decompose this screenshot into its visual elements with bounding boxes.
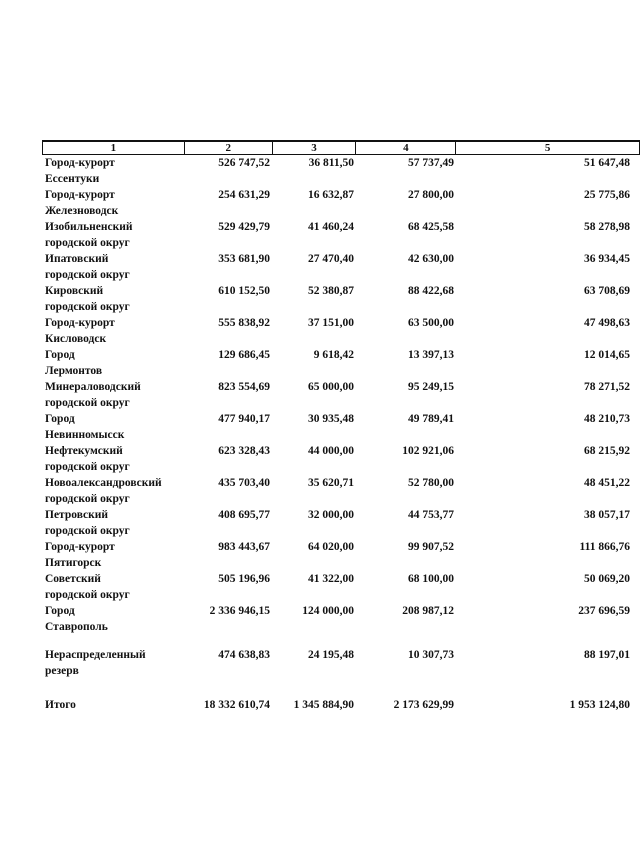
cell-col-2: 474 638,83: [218, 649, 270, 661]
cell-col-5: 1 953 124,80: [569, 699, 630, 711]
row-name-line1: Нераспределенный: [45, 649, 146, 661]
cell-col-5: 237 696,59: [578, 605, 630, 617]
cell-col-4: 27 800,00: [408, 189, 454, 201]
row-name-line2: Железноводск: [45, 205, 119, 217]
cell-col-4: 88 422,68: [408, 285, 454, 297]
header-col-5: 5: [456, 142, 640, 154]
row-name: [42, 411, 184, 443]
cell-col-4: 13 397,13: [408, 349, 454, 361]
row-name-line1: Изобильненский: [45, 221, 133, 233]
row-name-line2: резерв: [45, 665, 79, 677]
cell-col-5: 50 069,20: [584, 573, 630, 585]
cell-col-2: 435 703,40: [218, 477, 270, 489]
cell-col-2: 610 152,50: [218, 285, 270, 297]
cell-col-4: 52 780,00: [408, 477, 454, 489]
row-name-line1: Новоалександровский: [45, 477, 162, 489]
cell-col-2: 254 631,29: [218, 189, 270, 201]
row-name: [42, 507, 184, 539]
row-name-line1: Город-курорт: [45, 189, 115, 201]
cell-col-5: 48 210,73: [584, 413, 630, 425]
cell-col-3: 36 811,50: [308, 157, 354, 169]
row-name-line1: Кировский: [45, 285, 104, 297]
row-name-line1: Нефтекумский: [45, 445, 123, 457]
cell-col-3: 27 470,40: [308, 253, 354, 265]
table-row: [42, 347, 640, 379]
cell-col-3: 32 000,00: [308, 509, 354, 521]
row-name-line2: городской округ: [45, 461, 130, 473]
table-row: [42, 187, 640, 219]
total-row: [42, 697, 640, 713]
cell-col-2: 353 681,90: [218, 253, 270, 265]
row-name-line1: Город-курорт: [45, 541, 115, 553]
table-row: [42, 283, 640, 315]
row-name-line1: Минераловодский: [45, 381, 141, 393]
row-name-line1: Город: [45, 413, 75, 425]
cell-col-3: 1 345 884,90: [293, 699, 354, 711]
row-name: [42, 347, 184, 379]
row-name-line2: городской округ: [45, 237, 130, 249]
row-name-line2: городской округ: [45, 525, 130, 537]
table-row: [42, 507, 640, 539]
cell-col-2: 623 328,43: [218, 445, 270, 457]
table-row: [42, 219, 640, 251]
row-name: [42, 603, 184, 635]
row-name-line1: Советский: [45, 573, 101, 585]
cell-col-4: 99 907,52: [408, 541, 454, 553]
cell-col-5: 38 057,17: [584, 509, 630, 521]
row-name-line1: Город-курорт: [45, 157, 115, 169]
cell-col-5: 51 647,48: [584, 157, 630, 169]
cell-col-5: 111 866,76: [579, 541, 630, 553]
row-name-line2: Кисловодск: [45, 333, 107, 345]
cell-col-5: 25 775,86: [584, 189, 630, 201]
cell-col-2: 823 554,69: [218, 381, 270, 393]
cell-col-3: 37 151,00: [308, 317, 354, 329]
row-name: [42, 647, 184, 679]
cell-col-5: 68 215,92: [584, 445, 630, 457]
cell-col-4: 208 987,12: [402, 605, 454, 617]
table-row: [42, 155, 640, 187]
table-row: [42, 315, 640, 347]
row-name: [42, 571, 184, 603]
table-row: [42, 251, 640, 283]
cell-col-4: 95 249,15: [408, 381, 454, 393]
cell-col-3: 35 620,71: [308, 477, 354, 489]
table-row: [42, 571, 640, 603]
row-name-line1: Ипатовский: [45, 253, 109, 265]
cell-col-5: 47 498,63: [584, 317, 630, 329]
cell-col-4: 10 307,73: [408, 649, 454, 661]
cell-col-5: 58 278,98: [584, 221, 630, 233]
row-name: [42, 539, 184, 571]
row-name-line2: городской округ: [45, 493, 130, 505]
table-row: [42, 475, 640, 507]
row-name-line2: городской округ: [45, 589, 130, 601]
row-name: [42, 379, 184, 411]
cell-col-4: 44 753,77: [408, 509, 454, 521]
cell-col-3: 41 322,00: [308, 573, 354, 585]
table-row: [42, 411, 640, 443]
table-row: [42, 539, 640, 571]
spacer: [42, 635, 640, 647]
cell-col-4: 42 630,00: [408, 253, 454, 265]
row-name: [42, 475, 184, 507]
row-name: Итого: [45, 699, 76, 711]
row-name: [42, 251, 184, 283]
cell-col-2: 477 940,17: [218, 413, 270, 425]
cell-col-2: 408 695,77: [218, 509, 270, 521]
table-row: [42, 603, 640, 635]
row-name-line2: Пятигорск: [45, 557, 102, 569]
row-name-line2: Ессентуки: [45, 173, 100, 185]
cell-col-4: 68 100,00: [408, 573, 454, 585]
header-col-3: 3: [273, 142, 357, 154]
cell-col-4: 102 921,06: [402, 445, 454, 457]
row-name-line2: Ставрополь: [45, 621, 108, 633]
row-name-line2: городской округ: [45, 269, 130, 281]
cell-col-2: 18 332 610,74: [203, 699, 270, 711]
row-name-line2: городской округ: [45, 301, 130, 313]
row-name-line1: Город: [45, 605, 75, 617]
cell-col-3: 52 380,87: [308, 285, 354, 297]
row-name: [42, 187, 184, 219]
cell-col-3: 44 000,00: [308, 445, 354, 457]
row-name-line1: Город-курорт: [45, 317, 115, 329]
cell-col-3: 16 632,87: [308, 189, 354, 201]
cell-col-3: 24 195,48: [308, 649, 354, 661]
cell-col-3: 64 020,00: [308, 541, 354, 553]
row-name-line2: Лермонтов: [45, 365, 103, 377]
cell-col-3: 65 000,00: [308, 381, 354, 393]
cell-col-5: 78 271,52: [584, 381, 630, 393]
row-name: [42, 155, 184, 187]
cell-col-2: 526 747,52: [218, 157, 270, 169]
header-col-4: 4: [356, 142, 456, 154]
cell-col-4: 63 500,00: [408, 317, 454, 329]
cell-col-5: 48 451,22: [584, 477, 630, 489]
table-row: [42, 443, 640, 475]
table-body: [42, 155, 640, 635]
header-col-2: 2: [185, 142, 273, 154]
table-header: [42, 140, 640, 155]
cell-col-2: 555 838,92: [218, 317, 270, 329]
cell-col-2: 129 686,45: [218, 349, 270, 361]
row-name: [42, 283, 184, 315]
spacer: [42, 679, 640, 697]
cell-col-3: 124 000,00: [302, 605, 354, 617]
row-name: [42, 315, 184, 347]
cell-col-3: 41 460,24: [308, 221, 354, 233]
cell-col-2: 983 443,67: [218, 541, 270, 553]
row-name-line2: Невинномысск: [45, 429, 125, 441]
budget-table: [42, 140, 640, 713]
cell-col-2: 505 196,96: [218, 573, 270, 585]
cell-col-3: 30 935,48: [308, 413, 354, 425]
cell-col-4: 2 173 629,99: [393, 699, 454, 711]
row-name-line2: городской округ: [45, 397, 130, 409]
cell-col-2: 2 336 946,15: [209, 605, 270, 617]
cell-col-5: 12 014,65: [584, 349, 630, 361]
cell-col-5: 63 708,69: [584, 285, 630, 297]
row-name: [42, 219, 184, 251]
cell-col-4: 49 789,41: [408, 413, 454, 425]
cell-col-3: 9 618,42: [313, 349, 354, 361]
cell-col-5: 36 934,45: [584, 253, 630, 265]
row-name-line1: Город: [45, 349, 75, 361]
cell-col-2: 529 429,79: [218, 221, 270, 233]
row-name-line1: Петровский: [45, 509, 109, 521]
cell-col-4: 68 425,58: [408, 221, 454, 233]
cell-col-5: 88 197,01: [584, 649, 630, 661]
row-name: [42, 443, 184, 475]
cell-col-4: 57 737,49: [408, 157, 454, 169]
reserve-row: [42, 647, 640, 679]
header-col-1: 1: [43, 142, 185, 154]
table-row: [42, 379, 640, 411]
